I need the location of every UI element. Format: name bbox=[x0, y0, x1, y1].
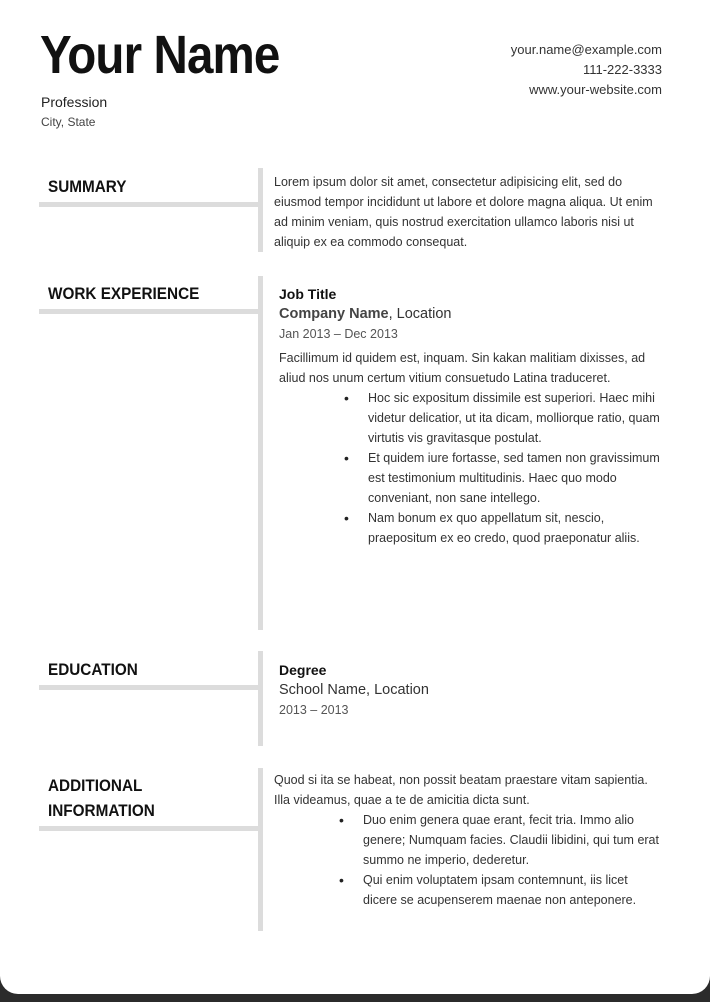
additional-bullet: • Duo enim genera quae erant, fecit tria. Immo alio genere; Numquam facies. Claudii libidini, qui tum erat summo ne imperio, dederetur. bbox=[363, 810, 665, 870]
additional-info-title bbox=[48, 773, 155, 823]
company-line bbox=[279, 304, 664, 324]
job-bullet: • Et quidem iure fortasse, sed tamen non gravissimum est testimonium multitudinis. Haec quo modo conveniant, non sane intellego. bbox=[368, 448, 663, 508]
job-bullet: • Hoc sic expositum dissimile est superiori. Haec mihi videtur delicatior, ut ita dicam, molliorque ratio, quam virtutis vis gravitasque postulat. bbox=[368, 388, 663, 448]
additional-info-title-line2: INFORMATION bbox=[48, 801, 155, 820]
work-experience-content bbox=[279, 284, 664, 548]
education-vertical-rule bbox=[258, 651, 263, 746]
company-location: , Location bbox=[388, 306, 452, 322]
job-bullet-list bbox=[368, 388, 663, 548]
education-content bbox=[279, 660, 659, 724]
job-dates: Jan 2013 – Dec 2013 bbox=[279, 327, 398, 341]
additional-info-text: Quod si ita se habeat, non possit beatam praestare vitam sapientia. Illa videamus, quae a te de amicitia dicta sunt. bbox=[274, 773, 648, 807]
additional-info-vertical-rule bbox=[258, 768, 263, 931]
education-divider bbox=[39, 685, 258, 690]
job-description: Facillimum id quidem est, inquam. Sin kakan malitiam dixisses, ad aliud nos unum certum vitium consuetudo Latina traduceret. bbox=[279, 351, 646, 385]
work-experience-title: WORK EXPERIENCE bbox=[48, 284, 200, 303]
degree: Degree bbox=[279, 662, 327, 678]
summary-divider bbox=[39, 202, 258, 207]
additional-bullet-list bbox=[363, 810, 665, 910]
city-state: City, State bbox=[41, 115, 96, 129]
summary-title: SUMMARY bbox=[48, 177, 127, 196]
resume-name: Your Name bbox=[40, 25, 280, 85]
phone: 111-222-3333 bbox=[582, 62, 662, 77]
education-title: EDUCATION bbox=[48, 660, 138, 679]
summary-vertical-rule bbox=[258, 168, 263, 252]
summary-text: Lorem ipsum dolor sit amet, consectetur adipisicing elit, sed do eiusmod tempor incididunt ut labore et dolore magna aliqua. Ut enim ad minim veniam, quis nostrud exercitation ullamco laboris nisi ut aliquip ex ea commodo consequat. bbox=[274, 175, 653, 249]
school-name: School Name, Location bbox=[279, 682, 429, 698]
contact-block bbox=[362, 40, 662, 100]
education-dates: 2013 – 2013 bbox=[279, 703, 349, 717]
website: www.your-website.com bbox=[529, 82, 662, 97]
additional-bullet: • Qui enim voluptatem ipsam contemnunt, iis licet dicere se acupenserem maenae non anteponere. bbox=[363, 870, 665, 910]
additional-info-title-line1: ADDITIONAL bbox=[48, 776, 143, 795]
company-name: Company Name bbox=[279, 306, 389, 322]
additional-info-divider bbox=[39, 826, 258, 831]
work-experience-divider bbox=[39, 309, 258, 314]
work-experience-vertical-rule bbox=[258, 276, 263, 630]
profession: Profession bbox=[41, 94, 108, 110]
job-bullet: • Nam bonum ex quo appellatum sit, nescio, praepositum ex eo credo, quod praeponatur aliis. bbox=[368, 508, 663, 548]
job-title: Job Title bbox=[279, 286, 337, 302]
additional-info-content bbox=[274, 770, 666, 910]
email: your.name@example.com bbox=[510, 42, 662, 57]
